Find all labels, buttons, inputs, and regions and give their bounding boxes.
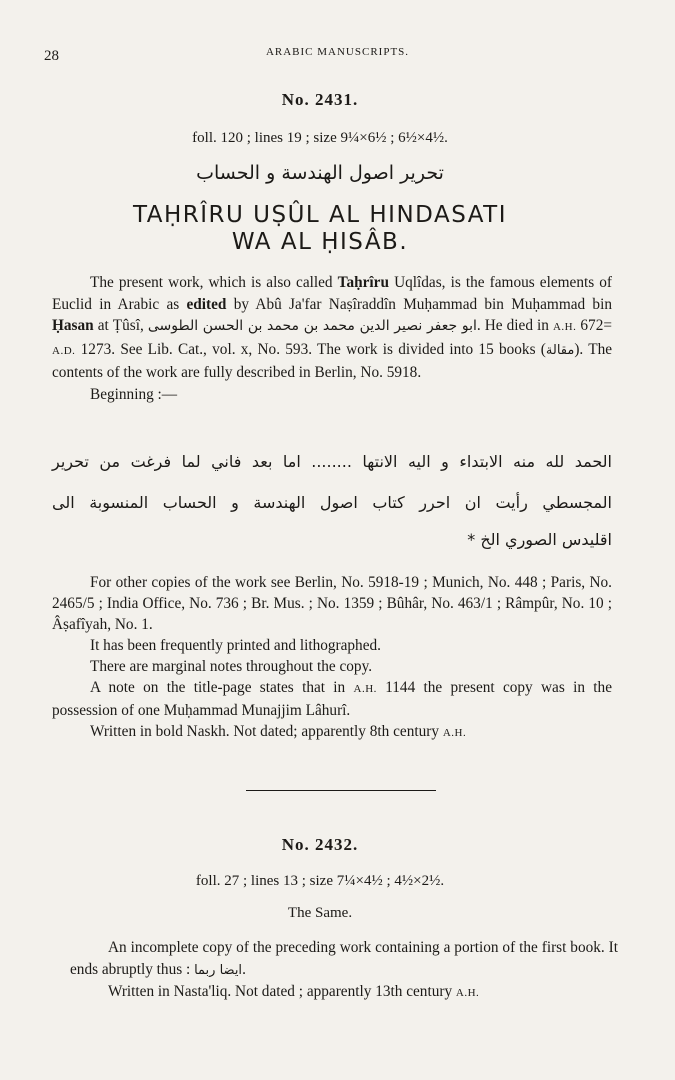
marginal-notes: There are marginal notes throughout the copy. [90,658,373,675]
text-run: 1144 the present copy was in the possession of one Muḥammad Munajjim Lâhurî. [52,679,612,719]
entry-number-2432: No. 2432. [281,835,359,854]
title-page-note [52,677,612,721]
beginning-arabic-line-1: الحمد لله منه الابتداء و اليه الانتها ........ اما بعد فاني لما فرغت من تحرير [52,452,612,471]
entry-2432-description [70,937,618,1005]
era-abbrev: A.H. [552,321,577,333]
era-abbrev: A.H. [442,727,467,739]
printed-note: It has been frequently printed and lithographed. [90,637,381,654]
description-paragraph [52,272,612,405]
text-run: Written in Nasta'liq. Not dated ; apparently 13th century [108,983,456,1000]
entry-details-2431: foll. 120 ; lines 19 ; size 9¼×6½ ; 6½×4½. [192,130,448,146]
era-abbrev: A.D. [52,344,76,357]
other-copies-paragraph: For other copies of the work see Berlin, No. 5918-19 ; Munich, No. 448 ; Paris, No. 2465/5 ; India Office, No. 736 ; Br. Mus. ; No. 1359 ; Bûhâr, No. 463/1 ; Râmpûr, No. 10 ; Âṣafîyah, No. 1. [52,574,612,633]
entry-details-2432: foll. 27 ; lines 13 ; size 7¼×4½ ; 4½×2½. [195,873,445,889]
script-note-2432 [70,981,618,1005]
entry-title-2432: The Same. [287,905,353,921]
era-abbrev: A.H. [353,683,377,695]
text-run: at Ṭûsî, [93,317,148,334]
bold-term: edited [186,295,227,313]
text-run: . He died in [476,317,553,334]
text-run: Uqlîdas, is the famous elements of Euclid in Arabic as [52,274,613,313]
text-run: 1273. See Lib. Cat., vol. x, No. 593. The work is divided into 15 books ( [75,340,546,358]
arabic-ending: ايضا ربما [194,962,243,978]
title-line-1: TAḤRÎRU UṢÛL AL HINDASATI [132,202,508,228]
beginning-arabic-line-2: المجسطي رأيت ان احرر كتاب اصول الهندسة و الحساب المنسوبة الى [52,493,612,512]
entry-number-2431: No. 2431. [281,90,359,109]
text-run: 672= [576,317,612,334]
running-head: ARABIC MANUSCRIPTS. [265,46,410,58]
beginning-label: Beginning :— [90,385,178,403]
title-line-2: WA AL ḤISÂB. [231,229,409,255]
script-note [52,721,612,744]
beginning-arabic-line-3: اقليدس الصوري الخ * [467,530,612,549]
arabic-author-name: ابو جعفر نصير الدين محمد بن محمد بن الحسن الطوسی [147,318,477,334]
text-run: Written in bold Naskh. Not dated; apparently 8th century [90,723,443,740]
era-abbrev: A.H. [455,987,480,999]
page-number: 28 [44,48,59,64]
text-run: The present work, which is also called [90,274,338,291]
text-run: An incomplete copy of the preceding work containing a portion of the first book. It ends abruptly thus : [70,939,618,978]
text-run: A note on the title-page states that in [90,679,354,696]
bold-term: Ḥasan [52,317,94,334]
text-run: . [242,960,246,978]
text-run: ). The contents of the work are fully described in Berlin, No. 5918. [52,340,613,381]
text-run: by Abû Ja'far Naṣîraddîn Muḥammad bin Muḥammad bin [226,295,612,313]
section-divider [246,790,436,791]
arabic-title-2431: تحرير اصول الهندسة و الحساب [196,162,444,184]
arabic-term: مقالة [545,342,575,358]
other-copies-section [52,572,612,744]
bold-term: Taḥrîru [337,274,389,291]
